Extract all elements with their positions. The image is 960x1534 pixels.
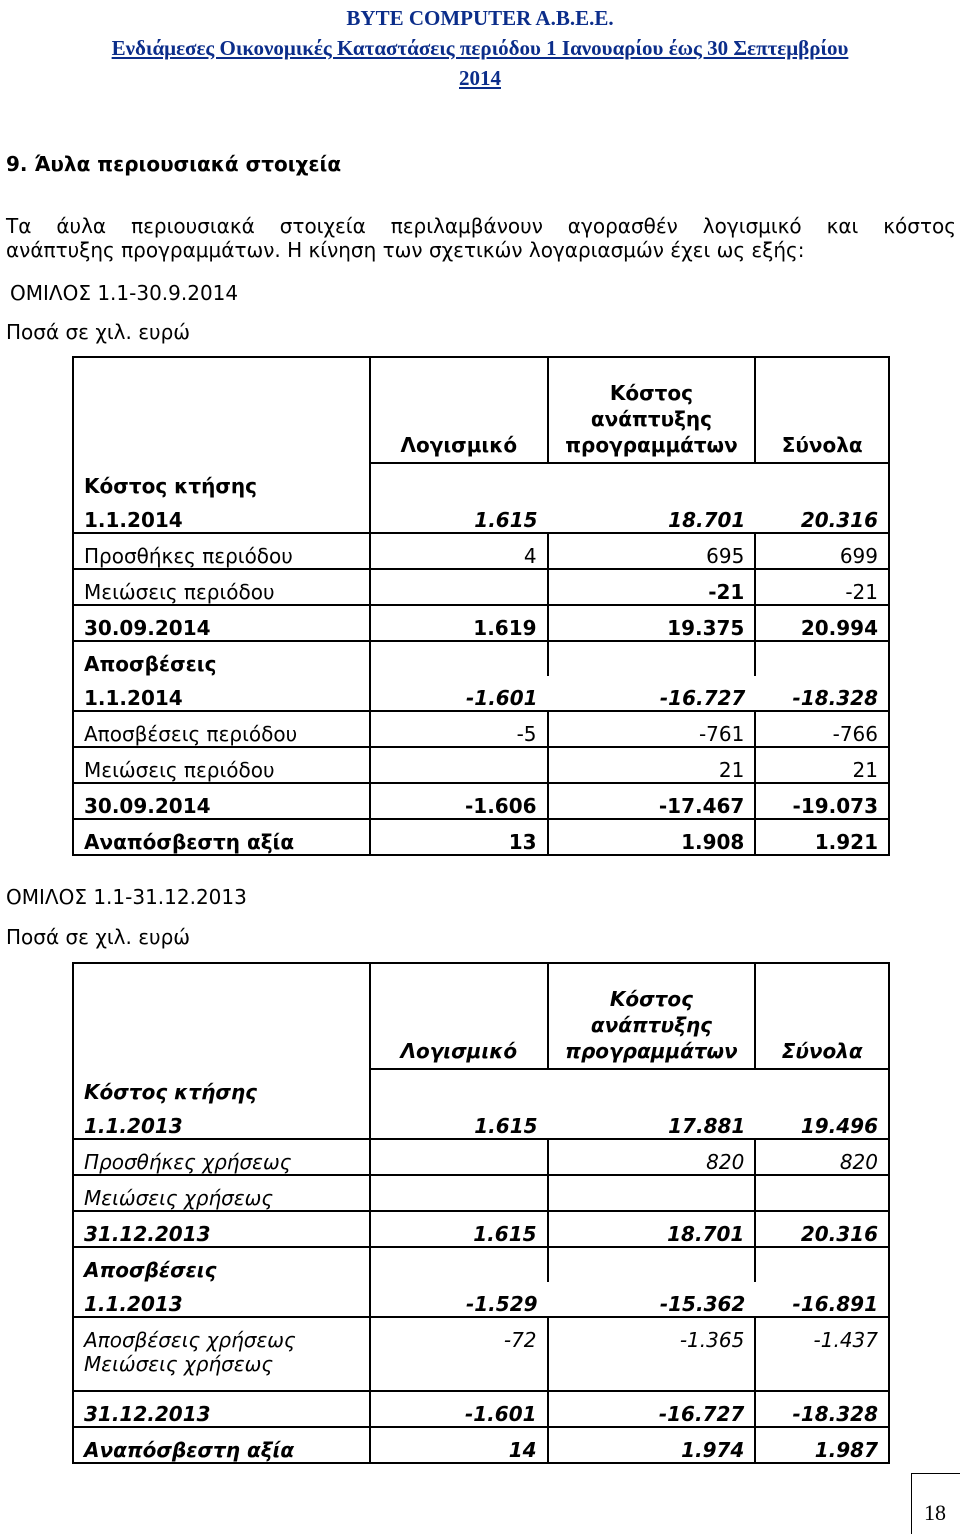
cell-total: 21 (755, 747, 889, 783)
row-label: 1.1.2013 (73, 1282, 370, 1317)
cell-total: -1.437 (755, 1317, 889, 1352)
table2-col-total: Σύνολα (755, 963, 889, 1069)
intro-line-2: ανάπτυξης προγραμμάτων. Η κίνηση των σχετικών λογαριασμών έχει ως εξής: (6, 238, 805, 262)
cell-software (370, 1175, 547, 1211)
cell-dev (548, 1352, 756, 1391)
table2-header-row (73, 963, 889, 1069)
cell-software: -72 (370, 1317, 547, 1352)
row-label: Αποσβέσεις περιόδου (73, 711, 370, 747)
cell-software: -1.601 (370, 676, 547, 711)
table-row (73, 1069, 889, 1104)
row-label: Προσθήκες χρήσεως (73, 1139, 370, 1175)
table2-group-2013 (72, 962, 890, 1464)
table-row (73, 1175, 889, 1211)
table1-group-2014 (72, 356, 890, 856)
table-row (73, 569, 889, 605)
cell-dev: -17.467 (548, 783, 756, 819)
table2-col-dev-1: Κόστος (609, 987, 694, 1011)
cell-total (755, 1069, 889, 1104)
table-row (73, 605, 889, 641)
cell-dev: -16.727 (548, 1391, 756, 1427)
cell-total (755, 463, 889, 498)
cell-total: 19.496 (755, 1104, 889, 1139)
page-number: 18 (924, 1500, 946, 1525)
cell-dev: 820 (548, 1139, 756, 1175)
cell-total: 20.316 (755, 498, 889, 533)
cell-software (370, 747, 547, 783)
table1-col-dev-2: ανάπτυξης (590, 407, 712, 431)
table1-col-dev-3: προγραμμάτων (565, 433, 738, 457)
cell-dev (548, 1247, 756, 1282)
table-row (73, 711, 889, 747)
table2-unit: Ποσά σε χιλ. ευρώ (6, 925, 191, 949)
cell-software (370, 1352, 547, 1391)
row-label: Αποσβέσεις (73, 1247, 370, 1282)
table1-header-blank (73, 357, 370, 463)
cell-software: 13 (370, 819, 547, 855)
cell-dev: -16.727 (548, 676, 756, 711)
table1-col-dev-1: Κόστος (609, 381, 694, 405)
cell-total: -19.073 (755, 783, 889, 819)
table1-col-software: Λογισμικό (370, 357, 547, 463)
cell-dev: 1.974 (548, 1427, 756, 1463)
table2-col-software: Λογισμικό (370, 963, 547, 1069)
cell-dev: 17.881 (548, 1104, 756, 1139)
table1-header-row (73, 357, 889, 463)
cell-total (755, 641, 889, 676)
cell-dev: 19.375 (548, 605, 756, 641)
cell-dev: 18.701 (548, 1211, 756, 1247)
row-label: 1.1.2014 (73, 498, 370, 533)
table1-col-total: Σύνολα (755, 357, 889, 463)
table1-caption: ΟΜΙΛΟΣ 1.1-30.9.2014 (10, 281, 239, 305)
table-row (73, 533, 889, 569)
cell-software: -5 (370, 711, 547, 747)
cell-total: -16.891 (755, 1282, 889, 1317)
cell-software: 1.615 (370, 498, 547, 533)
row-label: Μειώσεις περιόδου (73, 747, 370, 783)
row-label: 1.1.2014 (73, 676, 370, 711)
table-row (73, 1317, 889, 1352)
table-row (73, 463, 889, 498)
table2-caption: ΟΜΙΛΟΣ 1.1-31.12.2013 (6, 885, 247, 909)
statement-year: 2014 (459, 66, 501, 90)
cell-total: -21 (755, 569, 889, 605)
cell-software: -1.529 (370, 1282, 547, 1317)
table-row (73, 1247, 889, 1282)
cell-software: 1.619 (370, 605, 547, 641)
table1-col-dev (548, 357, 756, 463)
cell-dev: -1.365 (548, 1317, 756, 1352)
cell-software: -1.601 (370, 1391, 547, 1427)
row-label: Κόστος κτήσης (73, 463, 370, 498)
row-label: 30.09.2014 (73, 783, 370, 819)
cell-software: 1.615 (370, 1211, 547, 1247)
cell-dev: -761 (548, 711, 756, 747)
intro-line-1: Τα άυλα περιουσιακά στοιχεία περιλαμβάνουν αγορασθέν λογισμικό και κόστος (6, 214, 956, 238)
table-row (73, 1427, 889, 1463)
cell-dev (548, 1069, 756, 1104)
row-label: 31.12.2013 (73, 1211, 370, 1247)
table-row (73, 1139, 889, 1175)
cell-total (755, 1175, 889, 1211)
cell-software (370, 463, 547, 498)
cell-total: -18.328 (755, 1391, 889, 1427)
cell-total: 699 (755, 533, 889, 569)
row-label: Αναπόσβεστη αξία (73, 1427, 370, 1463)
cell-dev: 18.701 (548, 498, 756, 533)
table-row (73, 1211, 889, 1247)
cell-dev: -21 (548, 569, 756, 605)
cell-total: 20.316 (755, 1211, 889, 1247)
table-row (73, 1391, 889, 1427)
cell-total: 1.987 (755, 1427, 889, 1463)
table1-unit: Ποσά σε χιλ. ευρώ (6, 320, 191, 344)
table-row (73, 1104, 889, 1139)
table2-header-blank (73, 963, 370, 1069)
cell-total: 820 (755, 1139, 889, 1175)
cell-software (370, 569, 547, 605)
company-name: BYTE COMPUTER A.B.E.E. (346, 6, 614, 30)
row-label: 31.12.2013 (73, 1391, 370, 1427)
row-label: Κόστος κτήσης (73, 1069, 370, 1104)
table-row (73, 1352, 889, 1391)
cell-total: -18.328 (755, 676, 889, 711)
row-label: Αναπόσβεστη αξία (73, 819, 370, 855)
row-label: 30.09.2014 (73, 605, 370, 641)
row-label: Μειώσεις χρήσεως (73, 1352, 370, 1391)
cell-total: 20.994 (755, 605, 889, 641)
cell-dev: 21 (548, 747, 756, 783)
cell-dev (548, 463, 756, 498)
cell-dev: -15.362 (548, 1282, 756, 1317)
cell-software (370, 1139, 547, 1175)
row-label: Προσθήκες περιόδου (73, 533, 370, 569)
section-title: 9. Άυλα περιουσιακά στοιχεία (6, 152, 342, 176)
cell-software: 4 (370, 533, 547, 569)
table-row (73, 783, 889, 819)
table2-col-dev-2: ανάπτυξης (590, 1013, 712, 1037)
cell-total (755, 1247, 889, 1282)
table-row (73, 747, 889, 783)
row-label: Μειώσεις χρήσεως (73, 1175, 370, 1211)
row-label: Αποσβέσεις χρήσεως (73, 1317, 370, 1352)
cell-software (370, 641, 547, 676)
row-label: Αποσβέσεις (73, 641, 370, 676)
table-row (73, 498, 889, 533)
table-row (73, 1282, 889, 1317)
cell-software (370, 1247, 547, 1282)
row-label: 1.1.2013 (73, 1104, 370, 1139)
table-row (73, 641, 889, 676)
cell-total: 1.921 (755, 819, 889, 855)
cell-dev: 695 (548, 533, 756, 569)
cell-dev (548, 641, 756, 676)
table-row (73, 819, 889, 855)
cell-total (755, 1352, 889, 1391)
cell-software: 1.615 (370, 1104, 547, 1139)
cell-dev: 1.908 (548, 819, 756, 855)
table2-col-dev (548, 963, 756, 1069)
cell-total: -766 (755, 711, 889, 747)
cell-software: 14 (370, 1427, 547, 1463)
statement-title: Ενδιάμεσες Οικονομικές Καταστάσεις περιόδου 1 Ιανουαρίου έως 30 Σεπτεμβρίου (111, 36, 849, 60)
cell-software (370, 1069, 547, 1104)
cell-software: -1.606 (370, 783, 547, 819)
row-label: Μειώσεις περιόδου (73, 569, 370, 605)
table2-col-dev-3: προγραμμάτων (565, 1039, 738, 1063)
table-row (73, 676, 889, 711)
cell-dev (548, 1175, 756, 1211)
